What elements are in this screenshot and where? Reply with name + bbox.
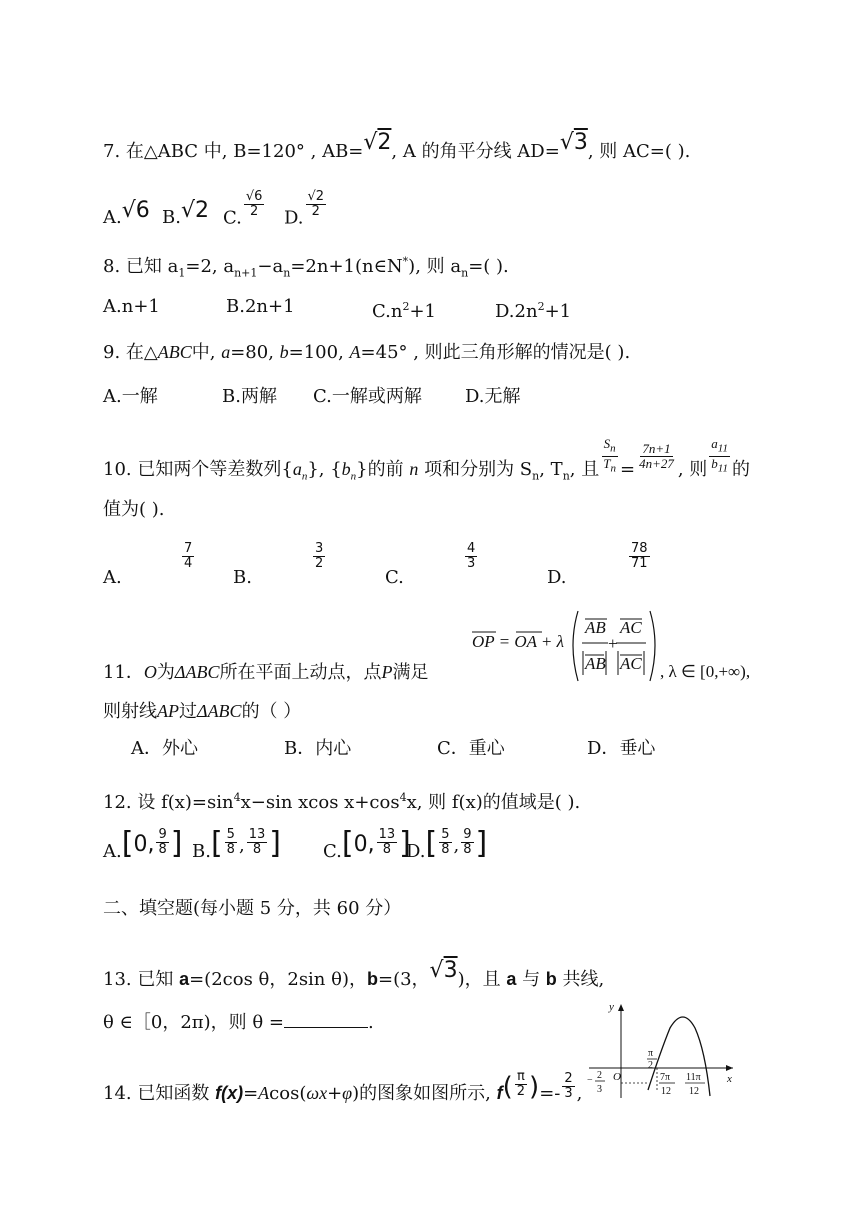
tick-11pi-den: 12	[689, 1086, 699, 1097]
origin-label: O	[613, 1071, 621, 1083]
q7-option-d[interactable]: D. $\frac{√2}{2}$	[284, 189, 325, 229]
q7-option-a[interactable]: A.√6	[103, 198, 150, 228]
q10-option-d-frac: $\frac{78}{71}$	[631, 541, 648, 571]
q11-lambda-range: , λ ∈ [0,+∞),	[660, 662, 751, 681]
sqrt-2: √2	[363, 130, 392, 155]
q8-stem: 8. 已知 $a_1=2$, $a_{n+1}-a_n=2n+1(n\in N^*)$, 则 $a_n=$( ).	[103, 255, 509, 280]
section-heading: 二、填空题(每小题 5 分，共 60 分）	[103, 898, 402, 919]
q10-stem-line2: 值为( ).	[103, 499, 165, 520]
q10-option-d[interactable]: D.	[547, 567, 567, 588]
q14-stem: 14. 已知函数 f(x)=Acos(ωx+φ)的图象如图所示, f( $\frac{\pi}{2}$ )=- $\frac{2}{3}$ ,	[103, 1068, 583, 1104]
q10-frac-st: $\frac{S_n}{T_n}$	[603, 436, 616, 475]
q11-option-b[interactable]: B．内心	[284, 738, 352, 759]
q9-option-d[interactable]: D.无解	[465, 386, 521, 407]
q10-option-b-frac: $\frac{3}{2}$	[315, 541, 324, 571]
sqrt-3: √3	[429, 958, 458, 983]
q11-vec-ab: AB	[585, 618, 606, 637]
tick-neg-sign: −	[587, 1075, 593, 1086]
tick-neg-den: 3	[597, 1084, 602, 1095]
q9-option-b[interactable]: B.两解	[222, 386, 277, 407]
q11-vec-ac: AC	[620, 618, 642, 637]
q9-option-c[interactable]: C.一解或两解	[313, 386, 422, 407]
tick-pi2-den: 2	[648, 1060, 653, 1071]
q8-option-c[interactable]: $C.n^2+1$	[372, 300, 436, 322]
q12-stem: 12. 设 $f(x)=\sin^4x-\sin$ xcos $x+\cos^4x$, 则 f(x)的值域是( ).	[103, 791, 581, 813]
q11-stem: 11．O为ΔABC所在平面上动点，点P满足	[103, 662, 429, 683]
q8-option-a[interactable]: A.n+1	[103, 296, 160, 317]
q10-option-a-frac: $\frac{7}{4}$	[184, 541, 193, 571]
q10-frac-ratio: $\frac{7n+1}{4n+27}$	[639, 440, 674, 471]
tick-7pi-den: 12	[661, 1086, 671, 1097]
y-label: y	[609, 1001, 614, 1013]
q12-option-d[interactable]: D.[ $\frac{5}{8}$ , $\frac{9}{8}$ ]	[406, 826, 488, 862]
q7-option-c[interactable]: C. $\frac{√6}{2}$	[223, 189, 263, 229]
q11-formula	[470, 605, 770, 685]
q13-stem: 13. 已知 a=(2cos θ，2sin θ)，b=(3，√3)，且 a 与 b 共线,	[103, 958, 605, 990]
tick-pi2-num: π	[648, 1048, 654, 1059]
q9-option-a[interactable]: A.一解	[103, 386, 158, 407]
q13-stem-line2: θ ∈［0，2π)，则 θ = .	[103, 1012, 374, 1033]
tick-11pi-num: 11π	[686, 1072, 701, 1083]
q11-option-d[interactable]: D．垂心	[587, 738, 656, 759]
q11-option-c[interactable]: C．重心	[437, 738, 505, 759]
q8-option-d[interactable]: $D.2n^2+1$	[495, 300, 572, 322]
q11-option-a[interactable]: A．外心	[131, 738, 198, 759]
q7-text-a: 7. 在△ABC 中, B=120° , AB=	[103, 141, 364, 162]
q11-norm-ab: AB	[585, 654, 606, 673]
q7-text-b: , A 的角平分线 AD=	[391, 141, 560, 162]
q10-option-c-frac: $\frac{4}{3}$	[467, 541, 476, 571]
tick-7pi-num: 7π	[660, 1072, 671, 1083]
q12-option-c[interactable]: C.[0, $\frac{13}{8}$ ]	[323, 826, 411, 862]
function-graph	[585, 1000, 745, 1100]
q10-option-b[interactable]: B.	[233, 567, 252, 588]
q8-option-b[interactable]: B.2n+1	[226, 296, 295, 317]
q7-text-c: , 则 AC=( ).	[587, 141, 691, 162]
q12-option-a[interactable]: A.[0, $\frac{9}{8}$ ]	[103, 826, 183, 862]
q10-stem: 10. 已知两个等差数列$\{a_n\}$, $\{b_n\}$的前 n 项和分别为 $S_n$, $T_n$, 且 $\frac{S_n}{T_n}$ = $\frac{7n+1}{4n+27}$ , 则 $\frac{a_{11}}{b_{11}}$ 的	[103, 436, 750, 483]
x-label: x	[727, 1073, 732, 1085]
sqrt-3: √3	[559, 130, 588, 155]
y-axis-arrow	[618, 1004, 624, 1011]
tick-neg-num: 2	[597, 1070, 602, 1081]
q10-option-a[interactable]: A.	[103, 567, 122, 588]
q11-norm-ac: AC	[620, 654, 642, 673]
q11-formula-left: OP = OA + λ	[472, 632, 565, 651]
svg-text:+: +	[608, 634, 618, 653]
q12-option-b[interactable]: B.[ $\frac{5}{8}$ , $\frac{13}{8}$ ]	[192, 826, 281, 862]
q11-stem-line2: 则射线AP过ΔABC的（ ）	[103, 701, 302, 722]
x-axis-arrow	[726, 1065, 733, 1071]
q10-option-c[interactable]: C.	[385, 567, 404, 588]
q7-option-b[interactable]: B.√2	[162, 198, 209, 228]
q9-stem: 9. 在△ABC中, a=80, b=100, A=45° , 则此三角形解的情况是( ).	[103, 342, 631, 363]
q7-stem	[103, 130, 691, 165]
q10-frac-ab: $\frac{a_{11}}{b_{11}}$	[711, 436, 728, 475]
answer-blank[interactable]	[284, 1011, 368, 1028]
